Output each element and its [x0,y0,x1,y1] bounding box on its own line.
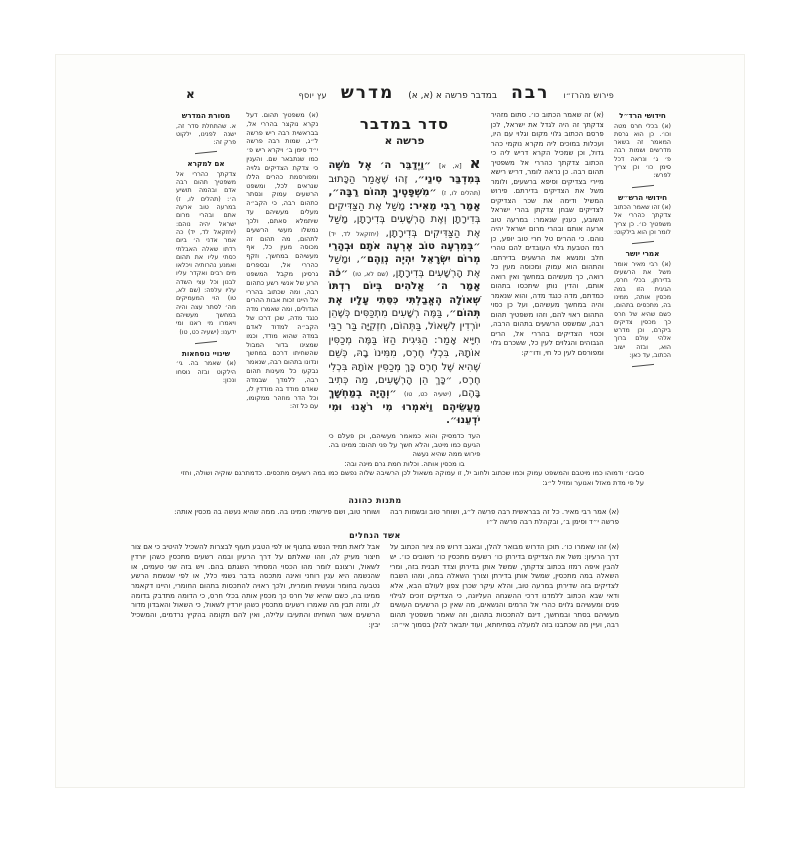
section-eshed-hanechalim-title: אשד הנחלים [349,531,401,541]
section-eshed-hanechalim [131,531,619,630]
eshed-hanechalim-columns [131,543,619,630]
section-chidushei-rashash-text: (א) זהו שאמר הכתוב צדקתך כהררי אל משפטיך כו׳. כן צריך לומר וכן הוא בילקוט: [614,204,671,236]
section-imrei-yosher-text: (א) רבי מאיר אומר משל את הרשעים בדירתן, בכלי חרס, הגיגית הזו במה מכסין אותה, ממינו בה, מתכסים בתהום, כשם שהיא של חרס כך מכסין צדיקים ביקרם, וכן מדרש אלהי עולם ברוך הוא, ובזה ישוב הכתוב, עד כאן: [614,260,671,360]
eshed-hanechalim-left-column: אבל לזאת תמיד הנפש בתגוף או לפי הטבע תעוף לבצרות להשכיל להיטיב כי אם צור חיצור מעיק לה, וזהו שאלתם על דרך הרעיון ובמה רשעים מתכסין כשהן יורדין לשאול, ורצונם לומר מהו הכסוי המסתיר השגתם בהם. ויש בזה שני טעמים, או שהנשמה היא ענין רוחני ואינה מתכסה בדבר גשמי כלל, או לפי שנשמת הרשע נטבעה בחומר ונעשית חומרית, ולכך ראויה להתכסות בתהום החומרי, והיינו דקאמר ממינו בה, כשם שהיא של חרס כך מכסין אותה בכלי חרס, כי הדומה מתדבק בדומה לו, ומזה תבין מה שאמרו רשעים מתכסין כשהן יורדין לשאול, כי השאול והאבדון מדור הרשעים אשר השחיתו והתעיבו עלילה, ואין להם תקומה בהקיץ נרדמים, והמשכיל יבין: [131,543,380,629]
section-chidushei-radal-text: (א) בכלי חרס מטה וכו׳. כן הוא גרסת המאמר זה בשאר מדרשים ושמות רבה פ׳ ג׳ ונראה דכל סימן כו׳ וכן צריך לפרש: [614,122,671,180]
bottom-sections [131,496,619,630]
section-divider-icon [632,364,654,367]
etz-yosef-text: (א) משפטיך תהום. דעל נקרא נוקצר בהררי אל, בבראשית רבה ריש פרשה ל״ג, שמות רבה פרשה י״ד סימן ב׳ ויקרא ריש פ׳ כמו שנתבאר שם. והענין כי צדקת הצדיקים גלויה ומפורסמת כהרים הללו שנראים לכל, ומשפט הרשעים עמוק ונסתר כתהום רבה, כי הקב״ה מעלים מעשיהם עד שיתמלא סאתם, ולכך נמשלו מעשי הרשעים לתהום, מה תהום זה מכוסה מעין כל, אף מעשיהם במחשך, וזקף כהררי אל, ובספרים גרסינן מקבל המשפט הרע של אנשי רשע כתהום רבה, ומה שכתוב בהררי אל היינו זכות אבות ההרים הגדולים, ומה שאמרו מדה כנגד מדה, שכן דרכו של הקב״ה למדוד לאדם במדה שהוא מודד, וכמו שמצינו בדור המבול שהשחיתו דרכם במחשך ונדונו בתהום רבה, שנאמר נבקעו כל מעינות תהום רבה, ללמדך שבמדה שאדם מודד בה מודדין לו, וכל הדר מוזהר ממקומו, עם כל זה: [246,111,319,411]
verse-reference: [א, א] [438,162,462,170]
section-divider-icon [195,341,217,344]
matnot-kehunah-columns [131,508,619,527]
section-masoret-hamidrash-title: מסורת המדרש [181,111,231,120]
header-book-parashah: במדבר פרשה א (א, א) [408,91,498,101]
header-right-commentary-name: פירוש מהרז״ו [563,91,614,100]
section-chidushei-radal [614,111,671,187]
section-shinuyei-nuschaot-title: שינויי נוסחאות [181,348,231,358]
matnot-kehunah-left-column: ושוחר טוב, ושם פירשתי: ממינו בה. ממה שהיא נעשה בה מכסין אותה: [174,508,380,517]
main-column-footnote: העד כדמסיק והוא כמאמר מעשיהם, וכן פעלם כי הגיעם כמו מיטב, והלא חשך על פני תהום: ממינו בה. פירוש ממה שהיא נעשה [328,431,481,458]
column-band [56,111,744,469]
parashah-title: פרשה א [384,135,425,147]
midrash-body-text: ״וַיְדַבֵּר ה׳ אֶל מֹשֶׁה בְּמִדְבַּר סִינַי״, זֶהוּ שֶׁאָמַר הַכָּתוּב (תהלים לו, ז) ״מִשְׁפָּטֶיךָ תְּהוֹם רַבָּה״, אָמַר רַבִּי מֵאִיר: מָשַׁל אֶת הַצַּדִּיקִים בְּדִירָתָן וְאֶת הָרְשָׁעִים בְּדִירָתָן, מָשַׁל אֶת הַצַּדִּיקִים בְּדִירָתָן, (יחזקאל לד, יד) ״בְּמִרְעֶה טוֹב אֶרְעֶה אֹתָם וּבְהָרֵי מְרוֹם יִשְׂרָאֵל יִהְיֶה נְוֵהֶם״, וּמָשַׁל אֶת הָרְשָׁעִים בְּדִירָתָן, (שם לא, טו) ״כֹּה אָמַר ה׳ אֱלֹהִים בְּיוֹם רִדְתּוֹ שְׁאוֹלָה הֶאֱבַלְתִּי כִּסֵּתִי עָלָיו אֶת תְּהוֹם״, בַּמֶּה רְשָׁעִים מִתְכַּסִּים כְּשֶׁהֵן יוֹרְדִין לִשְׁאוֹל, בַּתְּהוֹם, חִזְקִיָּה בַּר רַבִּי חִיָּיא אָמַר: הַגִּיגִית הַזּוֹ בַּמֶּה מְכַסִּין אוֹתָהּ, בִּכְלִי חֶרֶס, מִמִּינוֹ בָהּ, כְּשֵׁם שֶׁהִיא שֶׁל חֶרֶס כָּךְ מְכַסִּין אוֹתָהּ בִּכְלִי חֶרֶס, ״כָּךְ הֵן הָרְשָׁעִים, מַה כְּתִיב בָּהֶם, (ישעיה כט, טו) ״וְהָיָה בְמַחְשָׁךְ מַעֲשֵׂיהֶם וַיֹּאמְרוּ מִי רֹאָנוּ וּמִי יֹדְעֵנוּ״. [328,160,481,427]
section-matnot-kehunah-title: מתנות כהונה [348,496,402,506]
right-margin-notes [614,111,671,463]
section-matnot-kehunah [131,496,619,527]
header-title-midrash: מדרש [340,83,395,103]
section-imrei-yosher [614,249,671,366]
matnot-kehunah-right-column: (א) אמר רבי מאיר. כל זה בבראשית רבה פרשה ל״ג, ושוחר טוב ובשמות רבה פרשה י״ד וסימן ב׳, ובקהלת רבה פרשה ל״ו [389,508,619,526]
section-divider-icon [195,151,217,154]
seder-title: סדר במדבר [359,115,450,133]
section-shinuyei-nuschaot [176,349,236,385]
section-imrei-yosher-title: אמרי יושר [625,249,660,259]
etz-yosef-commentary-column [246,111,318,463]
section-shinuyei-nuschaot-text: (א) שאמר בה. גי׳ הילקוט ובזה נוסחו ונכון: [176,360,236,384]
page-header [116,75,684,105]
scanned-page [55,54,745,788]
full-width-commentary-line: סביבו׳ ודמוהו כמו מיטבם והמשפט עמוק וכמו שכתוב ולחוב יל, זו עמוקה משאול לכן הרשיבה שלוה נפשם כמו במה רשעים מתכסים. כדמתרגם שוקיה ושולה, וחזי על פי מדת מאזל ואנוער ומזיל ל״ג: [181,469,644,487]
main-column-footnote-end: בו מכסין אותה. וכלות חמת גרם מינה ובה: [344,460,465,469]
folio-number: א [186,87,195,101]
section-chidushei-rashash-title: חידושי הרש״ש [617,192,668,202]
section-masoret-hamidrash-text: א. שהתחלת סדר זה, ישנה לפנינו, ילקוט פרק זה: [176,122,236,147]
header-title-rabbah: רבה [511,83,550,103]
eshed-hanechalim-right-column: (א) זהו שאמרו כו׳. תוכן הדרוש מבואר להלן, ובאגב דרוש פה ציור הכתוב על דרך הרעיון: משל את הצדיקים בדירתן כו׳ רשעים מתכסין כו׳ חשובים כו׳. יש להבין איפה רמזו בכתוב צדקתך, שמשל אותן בדירתן וצדד תבנית בזה, ומרי השאלה במה מתכסין, שמשל אותן בדירתן וצורך השאלה במה, ומהו השבח לצדיקים בזה שדירתן במרעה טוב, והלא עיקר שכרן צפון לעולם הבא, אלא ודאי שבא הכתוב ללמדנו דרכי ההשגחה העליונה, כי הצדיקים זוכים לגילוי פנים ומעשיהם גלוים כהרי אל הרמים והנשאים, מה שאין כן הרשעים העושים מעשיהם בסתר ובמחשך, דינם להתכסות בתהום, וזה שאמר משפטיך תהום רבה, ועיין מה שכתבנו בזה למעלה בפתיחתא, ועוד יתבאר להלן בסמוך אי״ה: [389,543,619,629]
running-header [299,83,614,103]
left-margin-notes [176,111,236,463]
section-em-lamikra-text: צדקתך כהררי אל משפטיך תהום רבה אדם ובהמה תושיע ה׳: (תהלים לו, ז) במרעה טוב ארעה אתם ובהרי מרום ישראל יהיה נוהם: (יחזקאל לד, יד) כה אמר אדני ה׳ ביום רדתו שאלה האבלתי כסתי עליו את תהום ואמנע נהרותיה ויכלאו מים רבים ואקדר עליו לבנון וכל עצי השדה עליו עלפה: (שם לא, טו) הוי המעמיקים מה׳ לסתר עצה והיה במחשך מעשיהם ויאמרו מי ראנו ומי ידענו: (ישעיה כט, טו) [176,170,236,336]
maharzav-commentary-column [491,111,604,463]
section-chidushei-radal-title: חידושי הרד״ל [619,111,666,120]
section-divider-icon [632,241,654,244]
section-chidushei-rashash [614,193,671,244]
section-divider-icon [632,184,654,187]
midrash-body [329,153,481,428]
main-text-column [328,111,481,469]
section-em-lamikra [176,159,236,342]
initial-letter: א [469,154,481,172]
section-em-lamikra-title: אם למקרא [187,159,225,169]
maharzav-text: (א) זה שאמר הכתוב כו׳. סתום מזהיר צדקתך זה היה לגדל את ישראל, לכן פרסם הכתוב גלוי מקום וגלוי עם היו, ועכלות במוכים ליה מקרא נוקמי כהר גדול, וכן שמכיל הקרא דריש ליה כי הכתוב צדקתך כהררי אל משפטיך תהום רבה. כן נראה לומר, דריש רישא מיירי בצדיקים וסיפא ברשעים, ולומר משל את הצדיקים בדירתם. פירוש המשיל ודימה את שכר הצדיקים לצדיקים שבחן צדקתן בהרי ישראל השובע, כענין שנאמר: במרעה טוב ארעה אותם ובהרי מרום ישראל יהיה נוהם. כי ההרים טל חרי טוב יופע, כן רמז הטבעת גלוי העובדים להם טהרי חלב ומנשא את הרשעים בדירתם. והתהום הוא עמוק ומכוסה מעין כל רואה, כך מעשיהם במחשך ואין רואה אותם, והדין נותן שיתכסו בתהום כמדתם, מדה כנגד מדה, והוא שנאמר והיה במחשך מעשיהם, ועל כן כסוי התהום ראוי להם, וזהו משפטיך תהום רבה, שמשפט הרשעים בתהום הרבה, וכסוי הצדיקים בהררי אל, הרים הגבוהים והגלוים לעין כל, ששכרם גלוי ומפורסם לעין כל חי, ודו״ק: [490,111,604,357]
header-left-commentary-name: עץ יוסף [298,91,327,100]
section-masoret-hamidrash [176,111,236,153]
